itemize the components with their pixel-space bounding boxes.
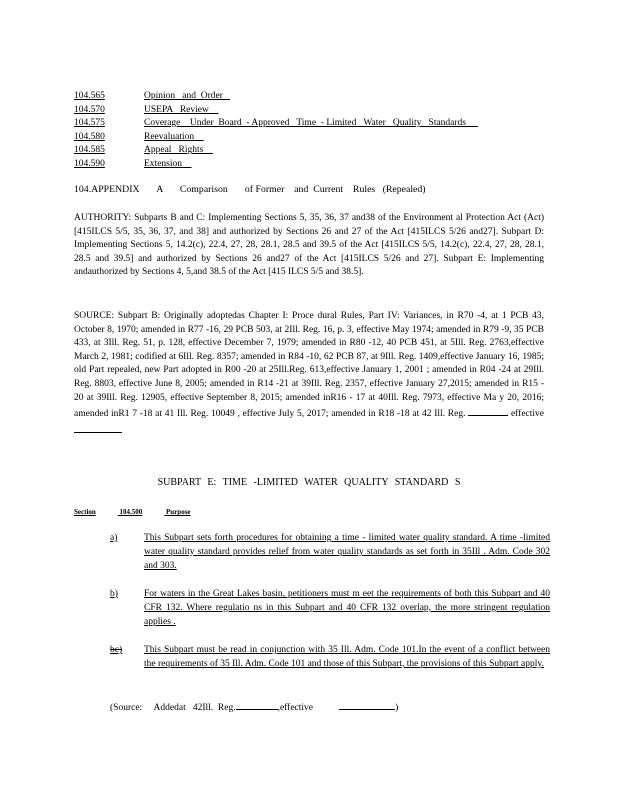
source-note-effective: ,effective (277, 703, 314, 713)
toc-section-number: 104.570 (74, 104, 105, 115)
subsection-c (110, 644, 550, 672)
toc-row (74, 117, 478, 131)
toc-row (74, 90, 478, 104)
source-paragraph (74, 310, 544, 438)
toc-row (74, 158, 478, 172)
blank-line (339, 699, 395, 710)
appendix-heading: 104.APPENDIX A Comparison of Former and Current Rules (Repealed) (74, 184, 426, 195)
subsection-a (110, 532, 550, 573)
blank-line (236, 699, 278, 710)
toc-section-number: 104.590 (74, 158, 105, 169)
source-text: SOURCE: Subpart B: Originally adoptedas Chapter I: Proce dural Rules, Part IV: Variances, in R70 -4, at 1 PCB 43, October 8, 1970; amended in R77 -16, 29 PCB 503, at 2Ill. Reg. 16, p. 3, effective May 1974; amended in R79 -9, 35 PCB 433, at 3Ill. Reg. 51, p. 128, effective December 7, 1979; amended in R80 -12, 40 PCB 451, at 5Ill. Reg. 2763,effective March 2, 1981; codified at 6Ill. Reg. 8357; amended in R84 -10, 62 PCB 87, at 9Ill. Reg. 1409,effective January 16, 1985; old Part repealed, new Part adopted in R00 -20 at 25Ill.Reg. 613,effective January 1, 2001 ; amended in R04 -24 at 29Ill. Reg. 8803, effective June 8, 2005; amended in R14 -21 at 39Ill. Reg. 2357, effective January 27,2015; amended in R15 - 20 at 39Ill. Reg. 12905, effective September 8, 2015; amended inR16 - 17 at 40Ill. Reg. 7973, effective Ma y 20, 2016; amended inR1 7 -18 at 41 Ill. Reg. 10049 , effective July 5, 2017; amended in R18 -18 at 42 Ill. Reg. (74, 311, 544, 420)
source-effective-label: effective (508, 409, 544, 420)
subsection-label: bc) (110, 645, 123, 655)
blank-line (74, 422, 122, 433)
section-heading (74, 508, 213, 516)
blank-line (468, 405, 508, 416)
source-note-suffix: ) (395, 703, 399, 713)
section-label: Section (74, 508, 96, 516)
section-number: 104.500 (119, 508, 143, 516)
toc-row (74, 144, 478, 158)
subsection-label: a) (110, 533, 118, 543)
subpart-title: SUBPART E: TIME -LIMITED WATER QUALITY STANDARD S (157, 477, 461, 488)
subsection-text: For waters in the Great Lakes basin, petitioners must m eet the requirements of both this Subpart and 40 CFR 132. Where regulatio ns in this Subpart and 40 CFR 132 overlap, the more stringent regulation applies . (144, 589, 550, 627)
table-of-contents (74, 90, 478, 172)
toc-section-title: USEPA Review (144, 104, 219, 115)
source-note-prefix: (Source: Addedat 42Ill. Reg. (110, 703, 236, 713)
toc-section-title: Coverage Under Board - Approved Time - Limited Water Quality Standards (144, 118, 478, 129)
subsection-b (110, 588, 550, 629)
toc-section-number: 104.565 (74, 91, 105, 101)
toc-row (74, 131, 478, 145)
subsection-label: b) (110, 589, 118, 599)
toc-section-title: Opinion and Order (144, 91, 231, 101)
subsection-text: This Subpart must be read in conjunction with 35 Ill. Adm. Code 101.In the event of a conflict between the requirements of 35 Ill. Adm. Code 101 and those of this Subpart, the provisions of this Subpart apply. (144, 645, 550, 669)
toc-section-number: 104.575 (74, 118, 105, 129)
toc-section-title: Extension (144, 158, 192, 169)
section-title: Purpose (166, 508, 191, 516)
authority-paragraph: AUTHORITY: Subparts B and C: Implementing Sections 5, 35, 36, 37 and38 of the Environment al Protection Act (Act) [415ILCS 5/5, 35, 36, 37, and 38] and authorized by Sections 26 and 27 of the Act [415ILCS 5/26 and27]. Subpart D: Implementing Sections 5, 14.2(c), 22.4, 27, 28, 28.1, 28.5 and 39.5 of the Act [415ILCS 5/5, 14.2(c), 22.4, 27, 28, 28.1, 28.5 and 39.5] and authorized by Sections 26 and27 of the Act [415ILCS 5/26 and 27]. Subpart E: Implementing andauthorized by Sections 4, 5,and 38.5 of the Act [415 ILCS 5/5 and 38.5]. (74, 213, 544, 278)
toc-section-number: 104.580 (74, 131, 105, 142)
toc-section-title: Reevaluation (144, 131, 204, 142)
toc-section-number: 104.585 (74, 145, 105, 156)
source-note (110, 699, 398, 713)
toc-row (74, 104, 478, 118)
toc-section-title: Appeal Rights (144, 145, 213, 156)
subsection-text: This Subpart sets forth procedures for obtaining a time - limited water quality standard. A time -limited water quality standard provides relief from water quality standards as set forth in 35Ill . Adm. Code 302 and 303. (144, 533, 550, 571)
